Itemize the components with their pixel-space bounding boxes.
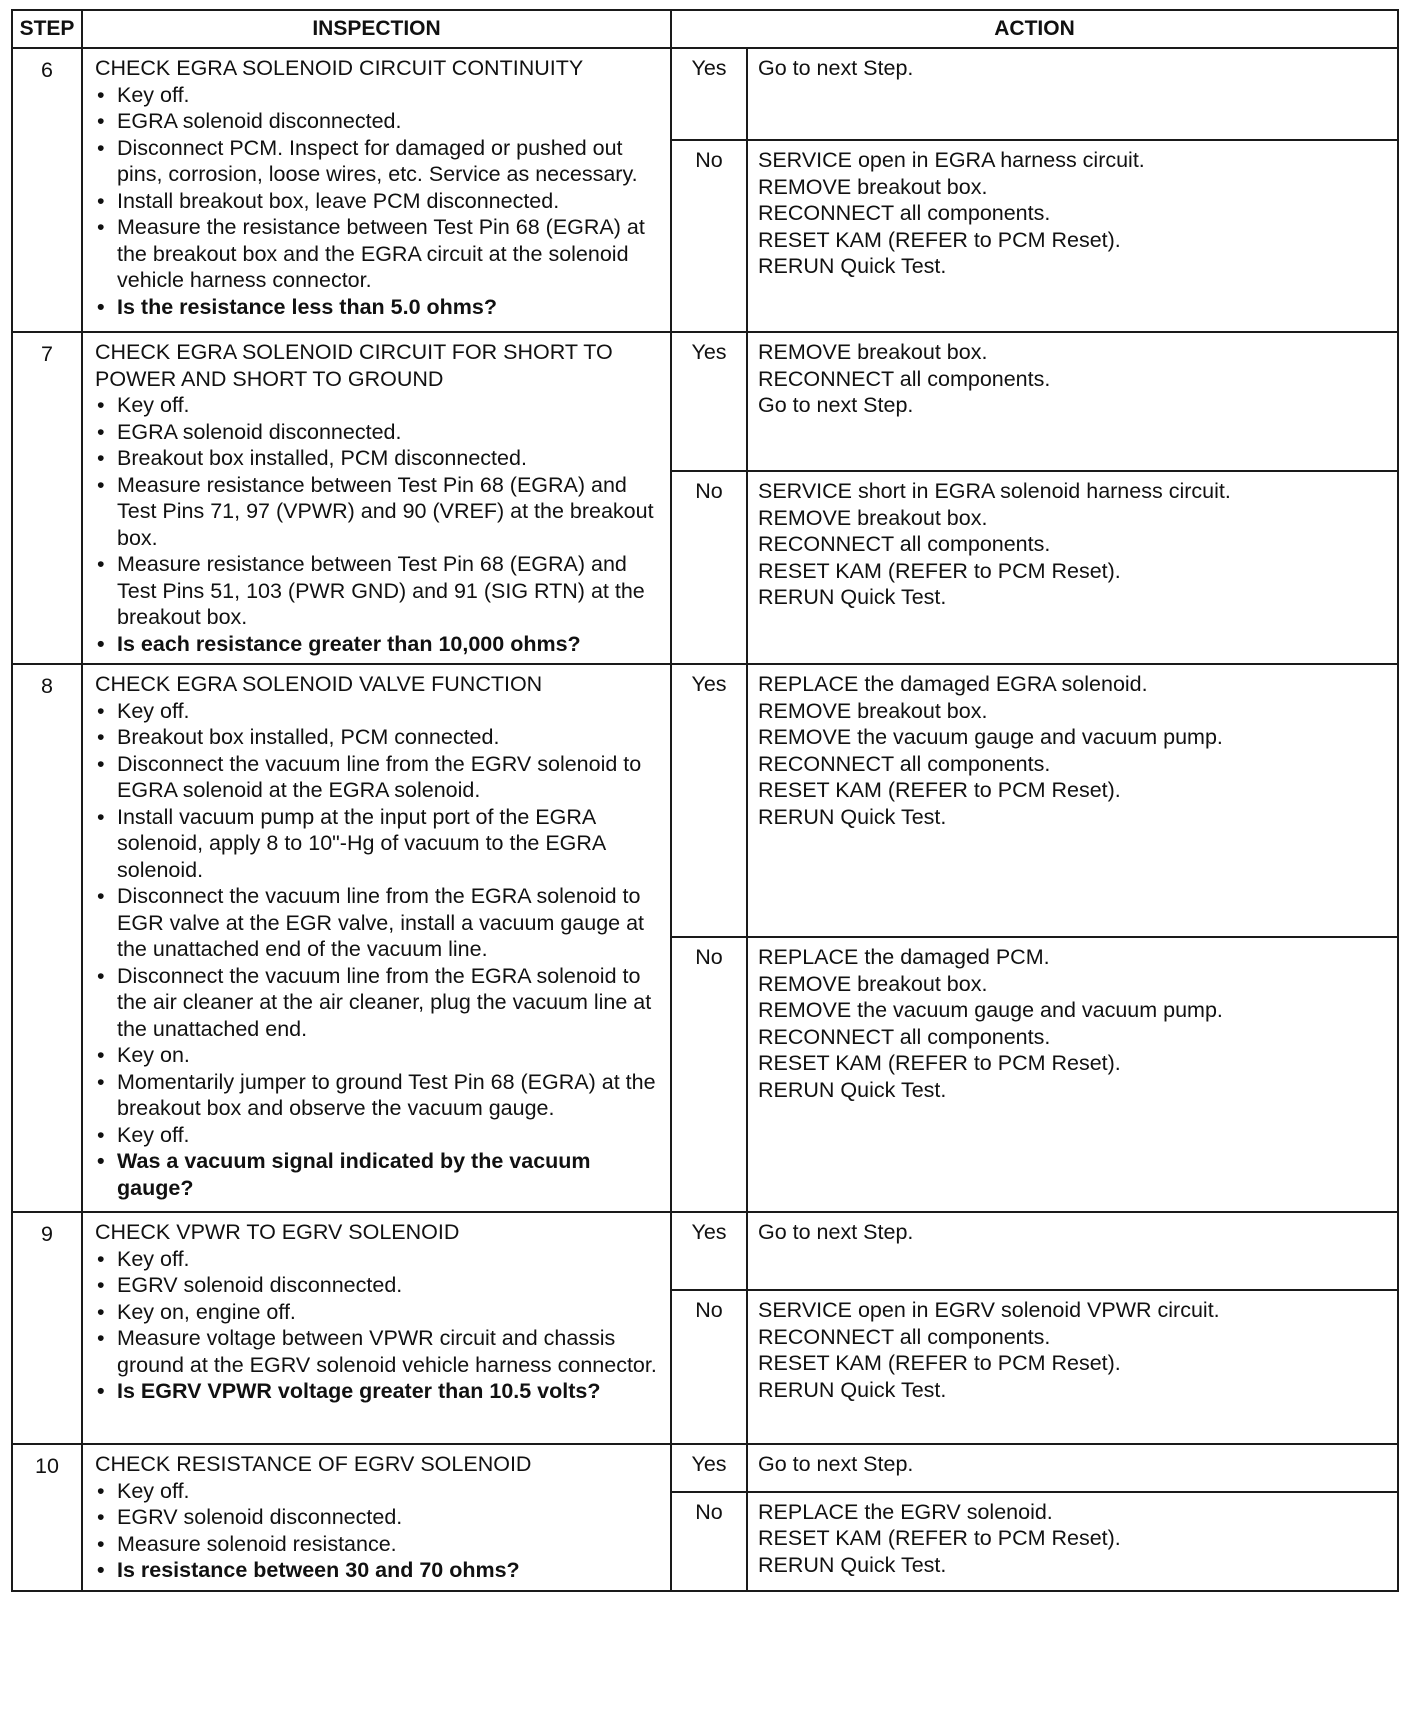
action-line: RESET KAM (REFER to PCM Reset). bbox=[758, 1351, 1121, 1375]
action-line: RERUN Quick Test. bbox=[758, 1077, 947, 1102]
yes-label: Yes bbox=[671, 1212, 747, 1290]
inspection-steps bbox=[95, 82, 660, 321]
inspection-step: • Breakout box installed, PCM connected. bbox=[95, 724, 660, 751]
inspection-title: CHECK EGRA SOLENOID CIRCUIT CONTINUITY bbox=[95, 56, 584, 80]
action-line: REMOVE breakout box. bbox=[758, 698, 988, 723]
yes-actions bbox=[747, 332, 1398, 471]
inspection-title: CHECK EGRA SOLENOID CIRCUIT FOR SHORT TO POWER AND SHORT TO GROUND bbox=[95, 340, 613, 391]
inspection-cell bbox=[82, 664, 671, 1212]
inspection-step: • Measure resistance between Test Pin 68 (EGRA) and Test Pins 71, 97 (VPWR) and 90 (VREF) at the breakout box. bbox=[95, 472, 660, 552]
step-number: 6 bbox=[12, 48, 82, 332]
inspection-step: • Disconnect the vacuum line from the EGRA solenoid to EGR valve at the EGR valve, install a vacuum gauge at the unattached end of the vacuum line. bbox=[95, 883, 660, 963]
yes-actions bbox=[747, 664, 1398, 937]
action-line: RERUN Quick Test. bbox=[758, 585, 947, 610]
inspection-step: • EGRA solenoid disconnected. bbox=[95, 108, 660, 135]
inspection-question: • Was a vacuum signal indicated by the vacuum gauge? bbox=[95, 1148, 660, 1201]
yes-actions bbox=[747, 1212, 1398, 1290]
inspection-question: • Is resistance between 30 and 70 ohms? bbox=[95, 1557, 660, 1584]
action-line: Go to next Step. bbox=[758, 1220, 914, 1244]
yes-label: Yes bbox=[671, 1444, 747, 1492]
diagnostic-table bbox=[11, 9, 1399, 1592]
action-line: RESET KAM (REFER to PCM Reset). bbox=[758, 778, 1121, 802]
inspection-title: CHECK EGRA SOLENOID VALVE FUNCTION bbox=[95, 672, 543, 696]
action-line: Go to next Step. bbox=[758, 1452, 914, 1476]
inspection-step: • EGRA solenoid disconnected. bbox=[95, 419, 660, 446]
inspection-step: • Key off. bbox=[95, 392, 660, 419]
no-actions bbox=[747, 1492, 1398, 1591]
action-line: SERVICE open in EGRA harness circuit. bbox=[758, 148, 1145, 172]
inspection-step: • Install vacuum pump at the input port of the EGRA solenoid, apply 8 to 10"-Hg of vacuum to the EGRA solenoid. bbox=[95, 804, 660, 884]
yes-label: Yes bbox=[671, 332, 747, 471]
inspection-step: • Measure resistance between Test Pin 68 (EGRA) and Test Pins 51, 103 (PWR GND) and 91 (SIG RTN) at the breakout box. bbox=[95, 551, 660, 631]
table-row bbox=[12, 332, 1398, 471]
no-label: No bbox=[671, 1492, 747, 1591]
inspection-step: • Key on. bbox=[95, 1042, 660, 1069]
action-line: RESET KAM (REFER to PCM Reset). bbox=[758, 227, 1121, 252]
action-line: REPLACE the EGRV solenoid. bbox=[758, 1499, 1053, 1524]
inspection-cell bbox=[82, 48, 671, 332]
inspection-question: • Is EGRV VPWR voltage greater than 10.5 volts? bbox=[95, 1378, 660, 1405]
inspection-step: • Disconnect PCM. Inspect for damaged or pushed out pins, corrosion, loose wires, etc. Service as necessary. bbox=[95, 135, 660, 188]
step-number: 10 bbox=[12, 1444, 82, 1591]
inspection-step: • EGRV solenoid disconnected. bbox=[95, 1272, 660, 1299]
step-number: 9 bbox=[12, 1212, 82, 1444]
header-inspection: INSPECTION bbox=[82, 10, 671, 48]
inspection-step: • Key off. bbox=[95, 698, 660, 725]
inspection-step: • Momentarily jumper to ground Test Pin 68 (EGRA) at the breakout box and observe the vacuum gauge. bbox=[95, 1069, 660, 1122]
inspection-step: • Key off. bbox=[95, 82, 660, 109]
no-label: No bbox=[671, 1290, 747, 1444]
action-line: REMOVE breakout box. bbox=[758, 340, 988, 364]
inspection-cell bbox=[82, 332, 671, 664]
table-row bbox=[12, 664, 1398, 937]
action-line: SERVICE short in EGRA solenoid harness circuit. bbox=[758, 479, 1231, 504]
yes-actions bbox=[747, 1444, 1398, 1492]
action-line: RESET KAM (REFER to PCM Reset). bbox=[758, 558, 1121, 583]
action-line: RERUN Quick Test. bbox=[758, 1552, 947, 1577]
inspection-step: • Breakout box installed, PCM disconnected. bbox=[95, 445, 660, 472]
inspection-question: • Is the resistance less than 5.0 ohms? bbox=[95, 294, 660, 321]
inspection-step: • Key off. bbox=[95, 1478, 660, 1505]
inspection-step: • Key off. bbox=[95, 1122, 660, 1149]
step-number: 8 bbox=[12, 664, 82, 1212]
action-line: RESET KAM (REFER to PCM Reset). bbox=[758, 1526, 1121, 1551]
inspection-step: • Install breakout box, leave PCM disconnected. bbox=[95, 188, 660, 215]
action-line: REPLACE the damaged EGRA solenoid. bbox=[758, 672, 1148, 696]
table-body bbox=[12, 48, 1398, 1591]
action-line: REMOVE breakout box. bbox=[758, 971, 988, 996]
no-actions bbox=[747, 471, 1398, 664]
action-line: REMOVE the vacuum gauge and vacuum pump. bbox=[758, 998, 1223, 1022]
action-line: RECONNECT all components. bbox=[758, 1024, 1051, 1049]
table-header-row bbox=[12, 10, 1398, 48]
action-line: Go to next Step. bbox=[758, 393, 914, 417]
inspection-step: • Measure the resistance between Test Pin 68 (EGRA) at the breakout box and the EGRA circuit at the solenoid vehicle harness connector. bbox=[95, 214, 660, 294]
action-line: RECONNECT all components. bbox=[758, 1324, 1051, 1349]
action-line: RESET KAM (REFER to PCM Reset). bbox=[758, 1051, 1121, 1075]
action-line: RECONNECT all components. bbox=[758, 366, 1051, 391]
yes-label: Yes bbox=[671, 48, 747, 140]
action-line: REMOVE the vacuum gauge and vacuum pump. bbox=[758, 725, 1223, 749]
inspection-steps bbox=[95, 1246, 660, 1405]
inspection-question: • Is each resistance greater than 10,000 ohms? bbox=[95, 631, 660, 658]
inspection-step: • Measure solenoid resistance. bbox=[95, 1531, 660, 1558]
table-row bbox=[12, 48, 1398, 140]
action-line: RECONNECT all components. bbox=[758, 201, 1051, 225]
yes-actions bbox=[747, 48, 1398, 140]
inspection-steps bbox=[95, 698, 660, 1202]
table-row bbox=[12, 1212, 1398, 1290]
inspection-title: CHECK RESISTANCE OF EGRV SOLENOID bbox=[95, 1452, 532, 1476]
action-line: RERUN Quick Test. bbox=[758, 254, 947, 278]
action-line: Go to next Step. bbox=[758, 56, 914, 80]
diagnostic-table-page bbox=[11, 9, 1397, 1592]
inspection-step: • Measure voltage between VPWR circuit and chassis ground at the EGRV solenoid vehicle harness connector. bbox=[95, 1325, 660, 1378]
action-line: RERUN Quick Test. bbox=[758, 1377, 947, 1402]
action-line: REMOVE breakout box. bbox=[758, 174, 988, 199]
table-row bbox=[12, 1444, 1398, 1492]
inspection-step: • Key off. bbox=[95, 1246, 660, 1273]
action-line: REPLACE the damaged PCM. bbox=[758, 945, 1050, 969]
inspection-steps bbox=[95, 1478, 660, 1584]
inspection-title: CHECK VPWR TO EGRV SOLENOID bbox=[95, 1220, 460, 1244]
no-actions bbox=[747, 1290, 1398, 1444]
action-line: SERVICE open in EGRV solenoid VPWR circuit. bbox=[758, 1298, 1220, 1322]
no-label: No bbox=[671, 471, 747, 664]
header-action: ACTION bbox=[671, 10, 1398, 48]
no-actions bbox=[747, 937, 1398, 1212]
no-label: No bbox=[671, 937, 747, 1212]
inspection-step: • EGRV solenoid disconnected. bbox=[95, 1504, 660, 1531]
action-line: RECONNECT all components. bbox=[758, 532, 1051, 557]
inspection-steps bbox=[95, 392, 660, 657]
action-line: RERUN Quick Test. bbox=[758, 804, 947, 829]
action-line: REMOVE breakout box. bbox=[758, 505, 988, 530]
inspection-cell bbox=[82, 1212, 671, 1444]
inspection-cell bbox=[82, 1444, 671, 1591]
no-label: No bbox=[671, 140, 747, 332]
inspection-step: • Disconnect the vacuum line from the EGRA solenoid to the air cleaner at the air cleaner, plug the vacuum line at the unattached end. bbox=[95, 963, 660, 1043]
action-line: RECONNECT all components. bbox=[758, 751, 1051, 776]
header-step: STEP bbox=[12, 10, 82, 48]
inspection-step: • Key on, engine off. bbox=[95, 1299, 660, 1326]
yes-label: Yes bbox=[671, 664, 747, 937]
no-actions bbox=[747, 140, 1398, 332]
step-number: 7 bbox=[12, 332, 82, 664]
inspection-step: • Disconnect the vacuum line from the EGRV solenoid to EGRA solenoid at the EGRA solenoid. bbox=[95, 751, 660, 804]
